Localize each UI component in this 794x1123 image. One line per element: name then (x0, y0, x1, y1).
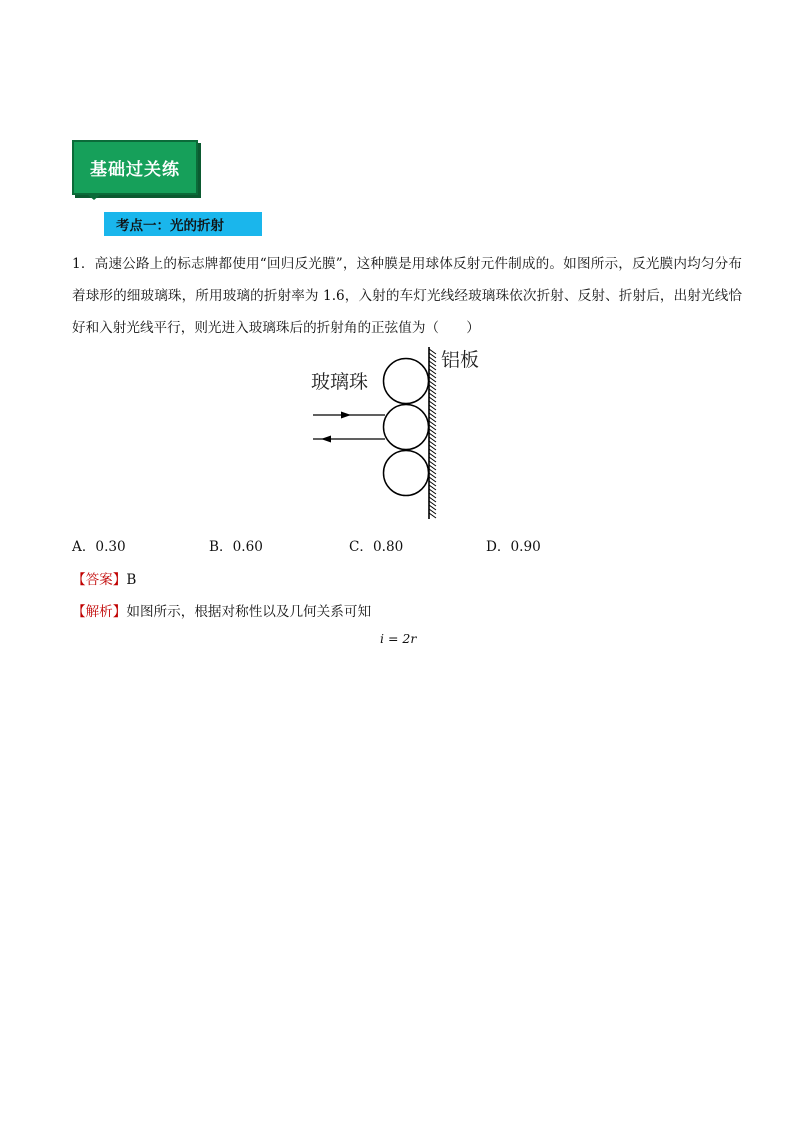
formula (380, 631, 416, 646)
answer-line (72, 568, 136, 588)
option-c (349, 535, 403, 555)
analysis-tag: 【解析】 (72, 604, 127, 620)
formula-rhs: 2r (402, 631, 417, 646)
bead-label: 玻璃珠 (311, 371, 369, 393)
glass-bead-top (384, 359, 429, 404)
option-letter: B． (209, 539, 233, 555)
question-text: 高速公路上的标志牌都使用“回归反光膜”，这种膜是用球体反射元件制成的。如图所示，反光膜内均匀分布着球形的细玻璃珠，所用玻璃的折射率为 1.6，入射的车灯光线经玻璃珠依次折射、反射、折射后，出射光线恰好和入射光线平行，则光进入玻璃珠后的折射角的正弦值为（ ） (72, 256, 742, 336)
outgoing-ray-arrowhead (321, 436, 331, 443)
analysis-line (72, 600, 371, 620)
plate-label: 铝板 (441, 349, 480, 371)
section-title: 基础过关练 (90, 160, 180, 180)
answer-tag: 【答案】 (72, 572, 127, 588)
option-letter: D． (486, 539, 511, 555)
topic-label: 考点一：光的折射 (116, 218, 224, 234)
analysis-text: 如图所示，根据对称性以及几何关系可知 (126, 604, 372, 620)
answer-value: B (126, 572, 137, 588)
option-d (486, 535, 541, 555)
formula-operator: = (384, 631, 403, 646)
topic-tag (104, 212, 262, 236)
option-letter: C． (349, 539, 373, 555)
incident-ray-arrowhead (341, 412, 351, 419)
option-value: 0.90 (510, 539, 541, 555)
option-a (72, 535, 126, 555)
section-banner (72, 140, 198, 195)
question-stem (72, 248, 742, 344)
question-number: 1． (72, 256, 95, 272)
formula-lhs: i (380, 631, 384, 646)
options-row (72, 535, 712, 555)
option-value: 0.80 (373, 539, 404, 555)
aluminum-plate-hatching (429, 349, 436, 518)
option-value: 0.30 (95, 539, 126, 555)
option-letter: A． (72, 539, 96, 555)
banner-notch (88, 195, 100, 200)
retroreflector-figure (305, 343, 495, 523)
glass-bead-bottom (384, 451, 429, 496)
option-b (209, 535, 263, 555)
option-value: 0.60 (232, 539, 263, 555)
glass-bead-middle (384, 405, 429, 450)
